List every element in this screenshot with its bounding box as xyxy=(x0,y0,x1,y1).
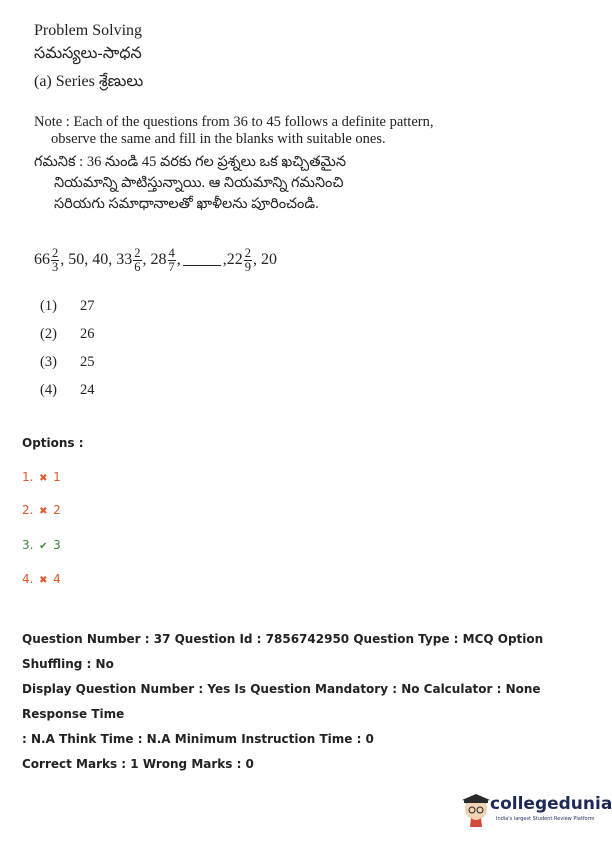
answer-number: (4) xyxy=(40,382,57,398)
term-text: , xyxy=(176,251,181,268)
denominator: 9 xyxy=(244,259,251,274)
answer-value: 27 xyxy=(80,298,95,314)
metadata-line: : N.A Think Time : N.A Minimum Instruction Time : 0 xyxy=(22,732,374,746)
section-title-telugu: సమస్యలు-సాధన xyxy=(34,45,142,62)
note-english xyxy=(34,114,454,148)
choice-value: 3 xyxy=(53,538,61,552)
metadata-line: Display Question Number : Yes Is Question Mandatory : No Calculator : None Response Time xyxy=(22,682,541,721)
answer-number: (3) xyxy=(40,354,57,370)
term-text: , 28 xyxy=(142,251,167,268)
options-heading: Options : xyxy=(22,436,84,450)
choice-value: 2 xyxy=(53,503,61,517)
answer-number: (1) xyxy=(40,298,57,314)
choice-item xyxy=(22,470,61,484)
cross-icon: ✖ xyxy=(39,575,48,586)
choice-value: 4 xyxy=(53,572,61,586)
section-title: Problem Solving xyxy=(34,22,143,39)
answer-option xyxy=(40,298,95,315)
term-text: ,22 xyxy=(222,251,243,268)
numerator: 2 xyxy=(134,245,141,260)
note-telugu xyxy=(34,152,454,215)
denominator: 7 xyxy=(168,259,175,274)
choice-item xyxy=(22,503,61,517)
cross-icon: ✖ xyxy=(39,473,48,484)
answer-number: (2) xyxy=(40,326,57,342)
answer-value: 25 xyxy=(80,354,95,370)
choice-number: 4. xyxy=(22,572,34,586)
brand-name: collegedunia xyxy=(490,794,612,814)
answer-option xyxy=(40,354,95,371)
choice-item xyxy=(22,572,61,586)
fraction xyxy=(168,247,176,274)
numerator: 2 xyxy=(244,245,251,260)
note-telugu-line1: గమనిక : 36 నుండి 45 వరకు గల ప్రశ్నలు ఒక ఖచ్చితమైన xyxy=(34,154,346,170)
choice-number: 3. xyxy=(22,538,34,552)
subsection-title: (a) Series శ్రేణులు xyxy=(34,73,144,90)
answer-value: 24 xyxy=(80,382,95,398)
metadata-line: Correct Marks : 1 Wrong Marks : 0 xyxy=(22,757,254,771)
cross-icon: ✖ xyxy=(39,506,48,517)
question-series xyxy=(34,240,277,280)
choice-value: 1 xyxy=(53,470,61,484)
answer-option xyxy=(40,326,95,343)
numerator: 2 xyxy=(52,245,59,260)
term-text: , 50, 40, 33 xyxy=(60,251,133,268)
check-icon: ✔ xyxy=(39,541,48,552)
denominator: 3 xyxy=(52,259,59,274)
term-text: , 20 xyxy=(253,251,277,268)
answer-blank xyxy=(183,264,221,266)
question-metadata xyxy=(22,627,582,777)
choice-number: 1. xyxy=(22,470,34,484)
answer-option xyxy=(40,382,95,399)
note-telugu-line3: సరియగు సమాధానాలతో ఖాళీలను పూరించండి. xyxy=(54,196,319,212)
metadata-line: Question Number : 37 Question Id : 7856742950 Question Type : MCQ Option Shuffling : No xyxy=(22,632,544,671)
fraction xyxy=(133,247,141,274)
choice-item-correct xyxy=(22,538,61,552)
choice-number: 2. xyxy=(22,503,34,517)
brand-tagline: India's largest Student Review Platform xyxy=(496,816,595,822)
fraction xyxy=(51,247,59,274)
note-english-line2: observe the same and fill in the blanks with suitable ones. xyxy=(51,131,386,147)
note-english-line1: Note : Each of the questions from 36 to 45 follows a definite pattern, xyxy=(34,114,434,130)
term-whole: 66 xyxy=(34,251,50,268)
numerator: 4 xyxy=(168,245,175,260)
answer-value: 26 xyxy=(80,326,95,342)
denominator: 6 xyxy=(134,259,141,274)
fraction xyxy=(244,247,252,274)
note-telugu-line2: నియమాన్ని పాటిస్తున్నాయి. ఆ నియమాన్ని గమనించి xyxy=(54,175,344,191)
